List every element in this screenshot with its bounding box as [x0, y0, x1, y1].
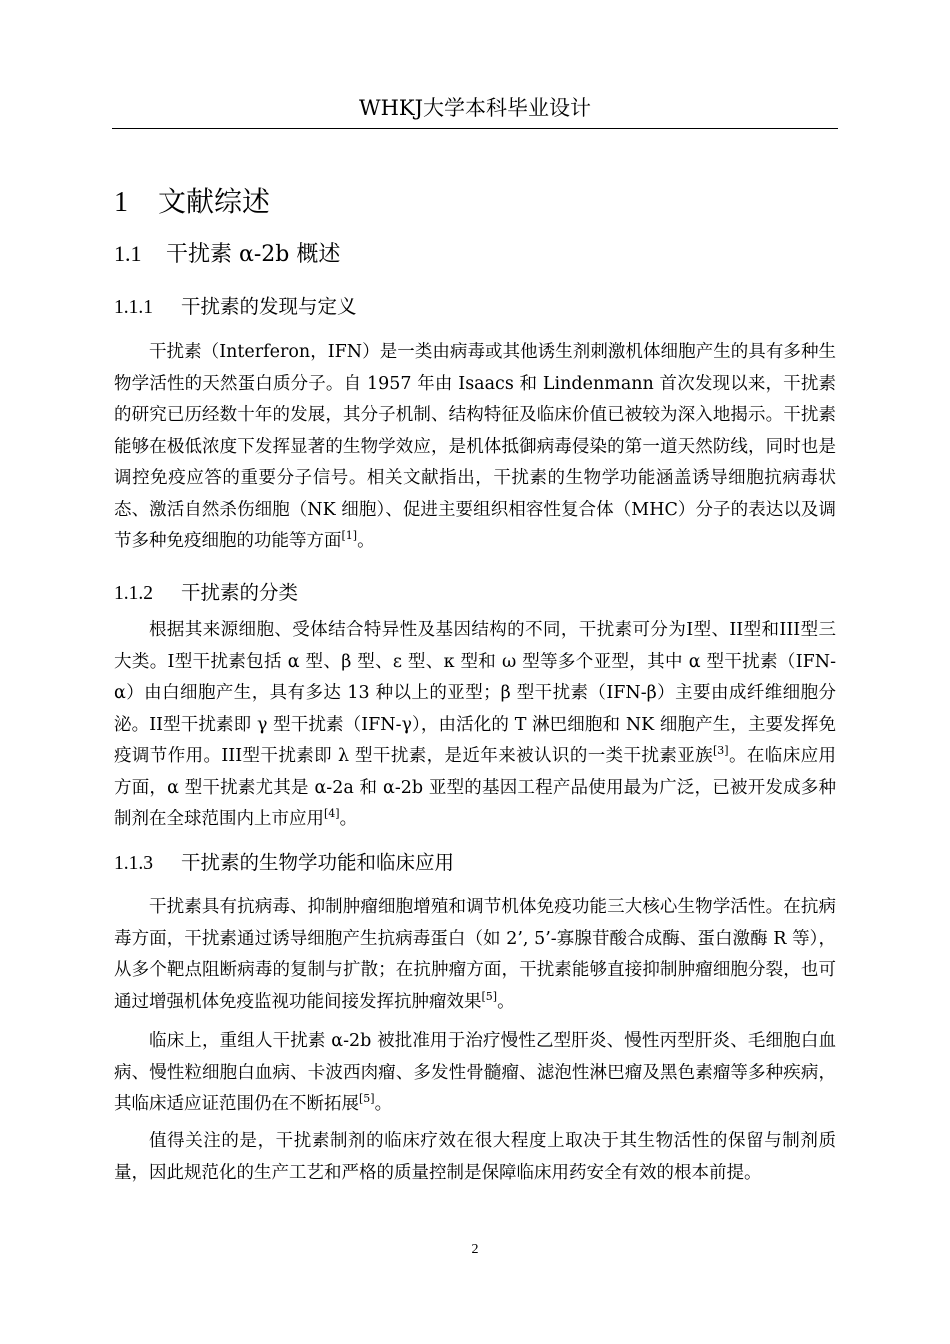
- subsection-title: 干扰素的生物学功能和临床应用: [181, 851, 455, 874]
- subsection-heading-1-1-1: [114, 292, 357, 323]
- header-rule: [112, 128, 838, 129]
- subsection-heading-1-1-2: [114, 578, 298, 609]
- paragraph-classification: 根据其来源细胞、受体结合特异性及基因结构的不同，干扰素可分为I型、II型和III型三大类。I型干扰素包括 α 型、β 型、ε 型、κ 型和 ω 型等多个亚型，其中 α 型干扰素（IFN-α）由白细胞产生，具有多达 13 种以上的亚型；β 型干扰素（IFN-β）主要由成纤维细胞分泌。II型干扰素即 γ 型干扰素（IFN-γ），由活化的 T 淋巴细胞和 NK 细胞产生，主要发挥免疫调节作用。III型干扰素即 λ 型干扰素，是近年来被认识的一类干扰素亚族[3]。在临床应用方面，α 型干扰素尤其是 α-2a 和 α-2b 亚型的基因工程产品使用最为广泛，已被开发成多种制剂在全球范围内上市应用[4]。: [114, 620, 837, 829]
- section-number: 1.1: [114, 241, 142, 266]
- subsection-number: 1.1.2: [114, 583, 153, 604]
- paragraph-biological-function: 干扰素具有抗病毒、抑制肿瘤细胞增殖和调节机体免疫功能三大核心生物学活性。在抗病毒方面，干扰素通过诱导细胞产生抗病毒蛋白（如 2’, 5’-寡腺苷酸合成酶、蛋白激酶 R 等），从多个靶点阻断病毒的复制与扩散；在抗肿瘤方面，干扰素能够直接抑制肿瘤细胞分裂，也可通过增强机体免疫监视功能间接发挥抗肿瘤效果[5]。: [114, 897, 836, 1012]
- paragraph-clinical-use: 临床上，重组人干扰素 α-2b 被批准用于治疗慢性乙型肝炎、慢性丙型肝炎、毛细胞白血病、慢性粒细胞白血病、卡波西肉瘤、多发性骨髓瘤、滤泡性淋巴瘤及黑色素瘤等多种疾病，其临床适应证范围仍在不断拓展[5]。: [114, 1031, 836, 1114]
- citation-3: [3]: [713, 744, 729, 758]
- paragraph-discovery: 干扰素（Interferon，IFN）是一类由病毒或其他诱生剂刺激机体细胞产生的具有多种生物学活性的天然蛋白质分子。自 1957 年由 Isaacs 和 Lindenmann 首次发现以来，干扰素的研究已历经数十年的发展，其分子机制、结构特征及临床价值已被较为深入地揭示。干扰素能够在极低浓度下发挥显著的生物学效应，是机体抵御病毒侵染的第一道天然防线，同时也是调控免疫应答的重要分子信号。相关文献指出，干扰素的生物学功能涵盖诱导细胞抗病毒状态、激活自然杀伤细胞（NK 细胞）、促进主要组织相容性复合体（MHC）分子的表达以及调节多种免疫细胞的功能等方面[1]。: [114, 342, 836, 551]
- subsection-title: 干扰素的发现与定义: [181, 295, 357, 318]
- page-number: 2: [471, 1242, 479, 1257]
- chapter-title: 文献综述: [158, 185, 271, 218]
- section-title: 干扰素 α-2b 概述: [166, 242, 341, 267]
- section-heading: [114, 238, 340, 271]
- subsection-number: 1.1.1: [114, 297, 153, 318]
- subsection-number: 1.1.3: [114, 853, 153, 874]
- chapter-heading: [114, 182, 270, 223]
- subsection-title: 干扰素的分类: [181, 581, 299, 604]
- citation-5b: [5]: [359, 1092, 375, 1106]
- citation-4: [4]: [324, 807, 340, 821]
- subsection-heading-1-1-3: [114, 848, 454, 879]
- paragraph-quality-note: 值得关注的是，干扰素制剂的临床疗效在很大程度上取决于其生物活性的保留与制剂质量，因此规范化的生产工艺和严格的质量控制是保障临床用药安全有效的根本前提。: [114, 1131, 836, 1183]
- citation-1: [1]: [341, 529, 358, 543]
- chapter-number: 1: [114, 187, 128, 218]
- page-header: WHKJ大学本科毕业设计: [358, 96, 591, 120]
- citation-5: [5]: [481, 989, 498, 1003]
